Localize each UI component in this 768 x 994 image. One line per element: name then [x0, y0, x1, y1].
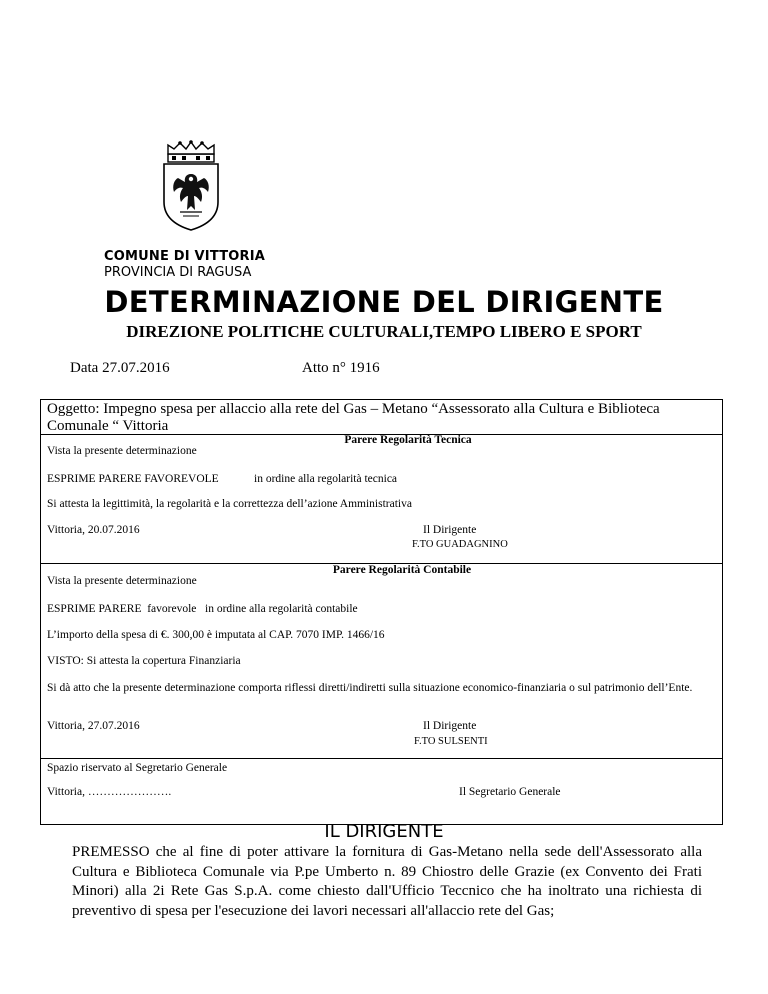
comune-name: COMUNE DI VITTORIA	[104, 249, 266, 264]
contabile-firma: F.TO SULSENTI	[414, 736, 488, 747]
contabile-dirigente-label: Il Dirigente	[423, 720, 477, 732]
tecnica-dirigente-label: Il Dirigente	[423, 524, 477, 536]
tecnica-ordine: in ordine alla regolarità tecnica	[254, 473, 398, 485]
contabile-luogo-data: Vittoria, 27.07.2016	[47, 720, 140, 732]
oggetto-text: Oggetto: Impegno spesa per allaccio alla rete del Gas – Metano “Assessorato alla Cultura e Biblioteca Comunale “ Vittoria	[47, 401, 660, 434]
premesso-paragraph: PREMESSO che al fine di poter attivare la fornitura di Gas-Metano nella sede dell'Assessorato alla Cultura e Biblioteca Comunale via P.pe Umberto n. 89 Chiostro delle Grazie (ex Convento dei Frati Minori) alla 2i Rete Gas S.p.A. come chiesto dall'Ufficio Teccnico che ha inoltrato una richiesta di preventivo di spesa per l'esecuzione dei lavori necessari all'allaccio rete del Gas;	[72, 844, 702, 919]
document-number: Atto n° 1916	[302, 360, 380, 376]
city-coat-of-arms-icon	[160, 140, 222, 232]
contabile-riflessi: Si dà atto che la presente determinazione comporta riflessi diretti/indiretti sulla situazione economico-finanziaria o sul patrimonio dell’Ente.	[47, 682, 693, 694]
divider-contabile	[41, 758, 722, 759]
contabile-importo: L’importo della spesa di €. 300,00 è imputata al CAP. 7070 IMP. 1466/16	[47, 629, 385, 641]
provincia-name: PROVINCIA DI RAGUSA	[104, 265, 252, 280]
tecnica-title: Parere Regolarità Tecnica	[344, 434, 472, 446]
tecnica-esprime: ESPRIME PARERE FAVOREVOLE	[47, 473, 219, 485]
tecnica-attesta: Si attesta la legittimità, la regolarità e la correttezza dell’azione Amministrativa	[47, 498, 412, 510]
segretario-luogo: Vittoria, ………………….	[47, 786, 172, 798]
document-date: Data 27.07.2016	[70, 360, 170, 376]
section-heading: IL DIRIGENTE	[324, 821, 444, 842]
document-title: DETERMINAZIONE DEL DIRIGENTE	[104, 285, 664, 319]
contabile-esprime: ESPRIME PARERE favorevole in ordine alla regolarità contabile	[47, 603, 358, 615]
segretario-label: Il Segretario Generale	[459, 786, 561, 798]
contabile-vista: Vista la presente determinazione	[47, 575, 197, 587]
tecnica-firma: F.TO GUADAGNINO	[412, 539, 508, 550]
contabile-title: Parere Regolarità Contabile	[332, 564, 472, 576]
contabile-visto: VISTO: Si attesta la copertura Finanziaria	[47, 655, 241, 667]
tecnica-vista: Vista la presente determinazione	[47, 445, 197, 457]
segretario-spazio: Spazio riservato al Segretario Generale	[47, 762, 228, 774]
tecnica-luogo-data: Vittoria, 20.07.2016	[47, 524, 140, 536]
direzione-subtitle: DIREZIONE POLITICHE CULTURALI,TEMPO LIBERO E SPORT	[126, 322, 642, 341]
